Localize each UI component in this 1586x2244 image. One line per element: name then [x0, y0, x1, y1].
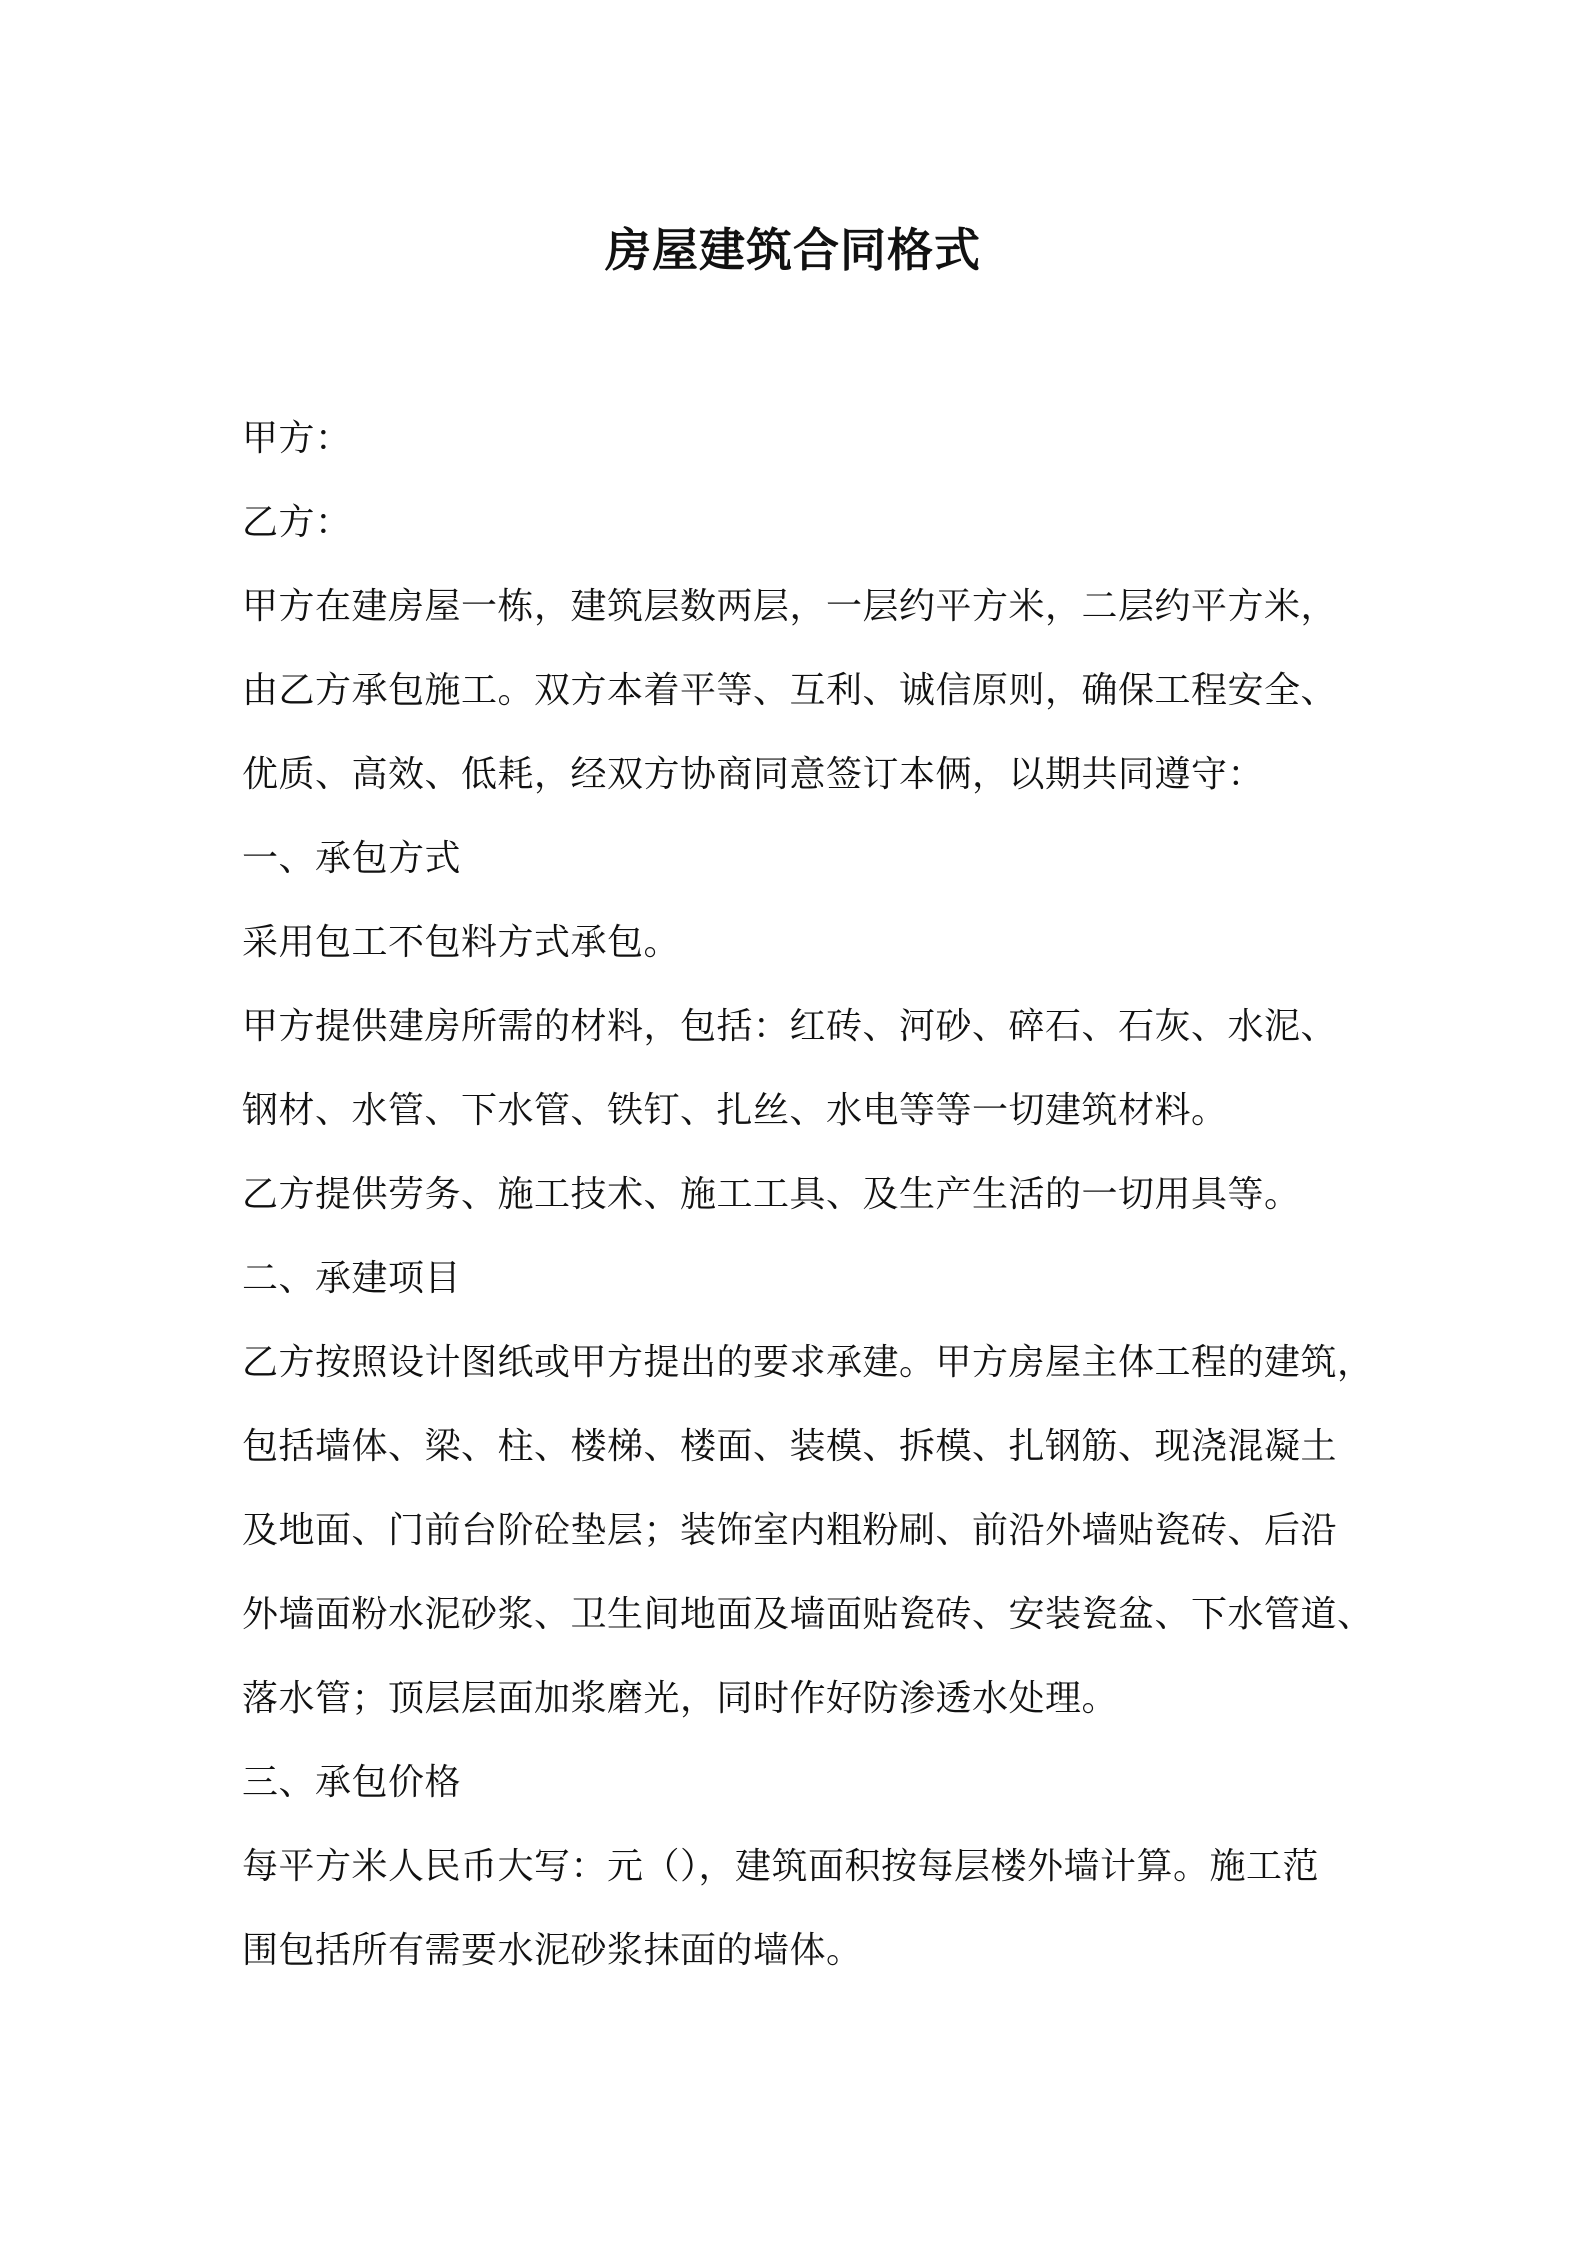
party-a-line: 甲方： — [242, 418, 352, 459]
paragraph-line: 甲方提供建房所需的材料，包括：红砖、河砂、碎石、石灰、水泥、 — [242, 1006, 1338, 1047]
paragraph-line: 外墙面粉水泥砂浆、卫生间地面及墙面贴瓷砖、安装瓷盆、下水管道、 — [242, 1594, 1374, 1635]
party-b-line: 乙方： — [242, 502, 352, 543]
paragraph-line: 乙方按照设计图纸或甲方提出的要求承建。甲方房屋主体工程的建筑， — [242, 1342, 1374, 1383]
paragraph-line: 钢材、水管、下水管、铁钉、扎丝、水电等等一切建筑材料。 — [242, 1090, 1228, 1131]
document-title: 房屋建筑合同格式 — [605, 223, 981, 277]
paragraph-line: 采用包工不包料方式承包。 — [242, 922, 681, 963]
section-heading-2: 二、承建项目 — [242, 1258, 462, 1299]
paragraph-line: 包括墙体、梁、柱、楼梯、楼面、装模、拆模、扎钢筋、现浇混凝土 — [242, 1426, 1338, 1467]
paragraph-line: 围包括所有需要水泥砂浆抹面的墙体。 — [242, 1930, 863, 1971]
paragraph-line: 由乙方承包施工。双方本着平等、互利、诚信原则，确保工程安全、 — [242, 670, 1338, 711]
paragraph-line: 每平方米人民币大写：元（），建筑面积按每层楼外墙计算。施工范 — [242, 1846, 1320, 1887]
section-heading-1: 一、承包方式 — [242, 838, 462, 879]
paragraph-line: 及地面、门前台阶砼垫层；装饰室内粗粉刷、前沿外墙贴瓷砖、后沿 — [242, 1510, 1338, 1551]
paragraph-line: 落水管；顶层层面加浆磨光，同时作好防渗透水处理。 — [242, 1678, 1119, 1719]
paragraph-line: 甲方在建房屋一栋，建筑层数两层，一层约平方米，二层约平方米， — [242, 586, 1338, 627]
document-body — [242, 397, 1392, 1993]
paragraph-line: 优质、高效、低耗，经双方协商同意签订本俩，以期共同遵守： — [242, 754, 1265, 795]
section-heading-3: 三、承包价格 — [242, 1762, 462, 1803]
paragraph-line: 乙方提供劳务、施工技术、施工工具、及生产生活的一切用具等。 — [242, 1174, 1301, 1215]
